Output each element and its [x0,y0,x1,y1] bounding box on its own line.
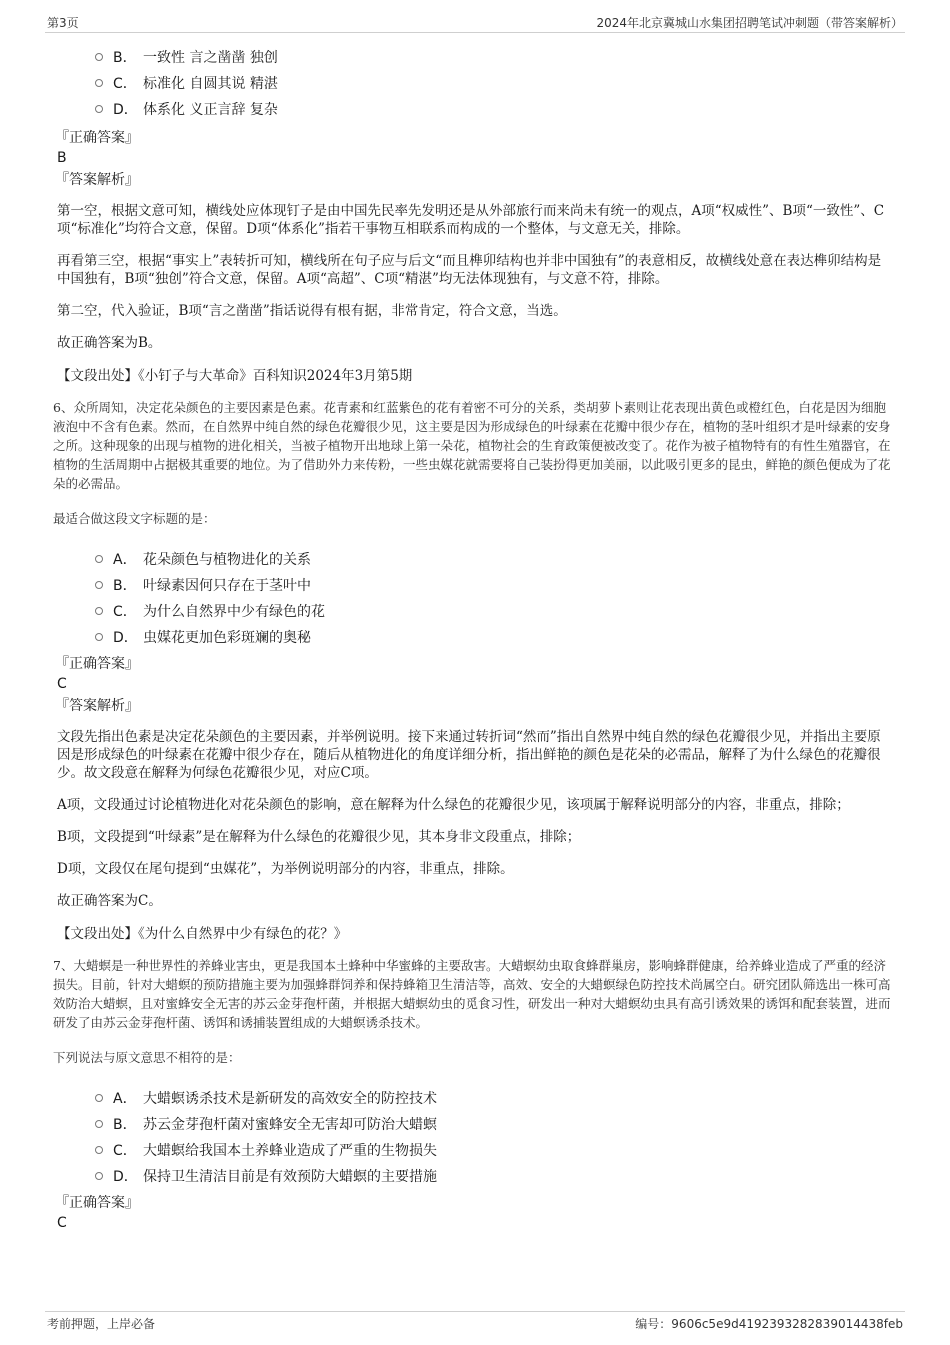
q6-options [95,546,895,650]
page-header [45,12,905,33]
document-code: 编号：9606c5e9d4192393282839014438feb [635,1317,903,1331]
radio-icon[interactable] [95,79,103,87]
radio-icon[interactable] [95,105,103,113]
page-footer [45,1311,905,1334]
radio-icon[interactable] [95,607,103,615]
q6-analysis-p5: 故正确答案为C。 [57,893,162,909]
q6-analysis-p3: B项，文段提到“叶绿素”是在解释为什么绿色的花瓣很少见，其本身非文段重点，排除； [57,829,581,845]
q7-option-b[interactable]: B． 苏云金芽孢杆菌对蜜蜂安全无害却可防治大蜡螟 [95,1111,895,1137]
analysis-label: 『答案解析』 [55,698,139,714]
q6-option-d[interactable]: D． 虫媒花更加色彩斑斓的奥秘 [95,624,895,650]
q7-option-c[interactable]: C． 大蜡螟给我国本土养蜂业造成了严重的生物损失 [95,1137,895,1163]
q5-answer: B [57,150,67,166]
radio-icon[interactable] [95,633,103,641]
radio-icon[interactable] [95,581,103,589]
q7-question: 下列说法与原文意思不相符的是： [53,1050,241,1065]
q6-option-c[interactable]: C． 为什么自然界中少有绿色的花 [95,598,895,624]
q5-source [57,366,895,386]
q5-analysis-p3: 第二空，代入验证，B项“言之凿凿”指话说得有根有据，非常肯定，符合文意，当选。 [57,303,567,319]
source-text: 《小钉子与大革命》百科知识2024年3月第5期 [138,368,413,384]
q5-option-b[interactable]: B． 一致性 言之凿凿 独创 [95,44,895,70]
correct-answer-label: 『正确答案』 [55,656,139,672]
q6-analysis-p4: D项，文段仅在尾句提到“虫媒花”，为举例说明部分的内容，非重点，排除。 [57,861,514,877]
q6-source [57,924,895,944]
q7-option-a[interactable]: A． 大蜡螟诱杀技术是新研发的高效安全的防控技术 [95,1085,895,1111]
q5-options [95,44,895,122]
radio-icon[interactable] [95,1172,103,1180]
source-text: 《为什么自然界中少有绿色的花？》 [138,926,348,942]
q6-question: 最适合做这段文字标题的是： [53,511,216,526]
radio-icon[interactable] [95,555,103,563]
radio-icon[interactable] [95,1120,103,1128]
q7-options [95,1085,895,1189]
q6-analysis-p2: A项，文段通过讨论植物进化对花朵颜色的影响，意在解释为什么绿色的花瓣很少见，该项属于解释说明部分的内容，非重点，排除； [57,797,850,813]
radio-icon[interactable] [95,1146,103,1154]
q6-answer: C [57,676,67,692]
correct-answer-label: 『正确答案』 [55,1195,139,1211]
q6-passage: 6、众所周知，决定花朵颜色的主要因素是色素。花青素和红蓝紫色的花有着密不可分的关系，类胡萝卜素则让花表现出黄色或橙红色，白花是因为细胞液泡中不含有色素。然而，在自然界中纯自然的绿色花瓣很少见，这主要是因为形成绿色的叶绿素在花瓣中很少存在，植物的茎叶组织才是叶绿素的安身之所。这种现象的出现与植物的进化相关，当被子植物开出地球上第一朵花，植物社会的生育政策便被改变了。花作为被子植物特有的有性生殖器官，在植物的生活周期中占据极其重要的地位。为了借助外力来传粉，一些虫媒花就需要将自己装扮得更加美丽，以此吸引更多的昆虫，鲜艳的颜色便成为了花朵的必需品。 [53,400,891,491]
analysis-label: 『答案解析』 [55,172,139,188]
q6-analysis-p1: 文段先指出色素是决定花朵颜色的主要因素，并举例说明。接下来通过转折词“然而”指出自然界中纯自然的绿色花瓣很少见，并指出主要原因是形成绿色的叶绿素在花瓣中很少存在，随后从植物进化的角度详细分析，指出鲜艳的颜色是花朵的必需品，解释了为什么绿色的花瓣很少。故文段意在解释为何绿色花瓣很少见，对应C项。 [57,729,881,781]
radio-icon[interactable] [95,53,103,61]
q7-option-d[interactable]: D． 保持卫生清洁目前是有效预防大蜡螟的主要措施 [95,1163,895,1189]
source-label: 【文段出处】 [57,368,138,384]
q7-answer: C [57,1215,67,1231]
q7-passage: 7、大蜡螟是一种世界性的养蜂业害虫，更是我国本土蜂种中华蜜蜂的主要敌害。大蜡螟幼虫取食蜂群巢房，影响蜂群健康，给养蜂业造成了严重的经济损失。目前，针对大蜡螟的预防措施主要为加强蜂群饲养和保持蜂箱卫生清洁等，高效、安全的大蜡螟绿色防控技术尚属空白。研究团队筛选出一株可高效防治大蜡螟，且对蜜蜂安全无害的苏云金芽孢杆菌，并根据大蜡螟幼虫的觅食习性，研发出一种对大蜡螟幼虫具有高引诱效果的诱饵和配套装置，进而研发了由苏云金芽孢杆菌、诱饵和诱捕装置组成的大蜡螟诱杀技术。 [53,958,891,1030]
page-content [55,44,895,1233]
footer-slogan: 考前押题，上岸必备 [47,1317,156,1331]
q5-analysis-p4: 故正确答案为B。 [57,335,162,351]
q5-analysis-p1: 第一空，根据文意可知，横线处应体现钉子是由中国先民率先发明还是从外部旅行而来尚未有统一的观点，A项“权威性”、B项“一致性”、C项“标准化”均符合文意，保留。D项“体系化”指若干事物互相联系而构成的一个整体，与文意无关，排除。 [57,203,885,237]
correct-answer-label: 『正确答案』 [55,130,139,146]
q5-option-c[interactable]: C． 标准化 自圆其说 精湛 [95,70,895,96]
source-label: 【文段出处】 [57,926,138,942]
q6-option-b[interactable]: B． 叶绿素因何只存在于茎叶中 [95,572,895,598]
q5-analysis-p2: 再看第三空，根据“事实上”表转折可知，横线所在句子应与后文“而且榫卯结构也并非中国独有”的表意相反，故横线处意在表达榫卯结构是中国独有，B项“独创”符合文意，保留。A项“高超”、C项“精湛”均无法体现独有，与文意不符，排除。 [57,253,882,287]
page-number: 第3页 [47,16,79,30]
document-title: 2024年北京冀城山水集团招聘笔试冲刺题（带答案解析） [596,16,903,30]
q6-option-a[interactable]: A． 花朵颜色与植物进化的关系 [95,546,895,572]
q5-option-d[interactable]: D． 体系化 义正言辞 复杂 [95,96,895,122]
radio-icon[interactable] [95,1094,103,1102]
